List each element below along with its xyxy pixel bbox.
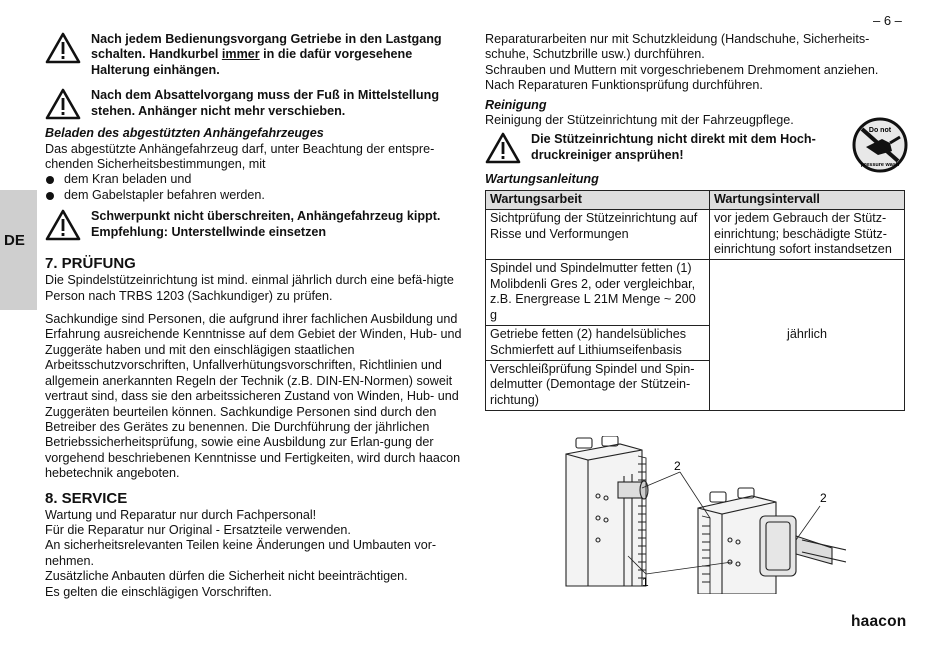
section-7-title: 7. PRÜFUNG xyxy=(45,255,136,273)
warning-center-of-gravity-text: Schwerpunkt nicht überschreiten, Anhängefahrzeug kippt. Empfehlung: Unterstellwinde einsetzen xyxy=(91,209,441,239)
table-cell-task: Getriebe fetten (2) handelsübliches Schmierfett auf Lithiumseifenbasis xyxy=(486,326,710,361)
maintenance-title: Wartungsanleitung xyxy=(485,172,599,187)
language-tab-label: DE xyxy=(4,232,25,249)
warning-uncoupling-text: Nach dem Absattelvorgang muss der Fuß in Mittelstellung stehen. Anhänger nicht mehr verschieben. xyxy=(91,88,440,118)
loading-title: Beladen des abgestützten Anhängefahrzeuges xyxy=(45,126,324,141)
cleaning-text: Reinigung der Stützeinrichtung mit der Fahrzeugpflege. xyxy=(485,113,794,128)
icon-text-bottom: pressure wash xyxy=(860,162,900,168)
service-line: Es gelten die einschlägigen Vorschriften. xyxy=(45,584,272,599)
table-cell-interval: jährlich xyxy=(710,260,905,411)
warning-triangle-icon xyxy=(45,209,81,241)
table-cell-task: Sichtprüfung der Stützeinrichtung auf Risse und Verformungen xyxy=(486,210,710,260)
support-leg-drawing xyxy=(562,436,846,594)
warning-center-of-gravity xyxy=(45,209,465,243)
warning-gearbox xyxy=(45,32,465,78)
service-bolts: Schrauben und Muttern mit vorgeschriebenem Drehmoment anziehen. xyxy=(485,62,879,77)
service-continued: Reparaturarbeiten nur mit Schutzkleidung (Handschuhe, Sicherheits-schuhe, Schutzbrille usw.) durchführen. xyxy=(485,32,870,62)
icon-text-top: Do not xyxy=(868,127,892,134)
warning-gearbox-text: Nach jedem Bedienungsvorgang Getriebe in den Lastgang schalten. Handkurbel immer in die dafür vorgesehene Halterung einhängen. xyxy=(91,32,442,77)
right-column xyxy=(485,32,907,411)
table-header-row xyxy=(486,190,905,209)
table-cell-task: Verschleißprüfung Spindel und Spin-delmutter (Demontage der Stützein-richtung) xyxy=(486,360,710,410)
figure-label-gearbox-right: 2 xyxy=(820,491,827,505)
left-column xyxy=(45,32,465,600)
warning-triangle-icon xyxy=(45,88,81,120)
warning-triangle-icon xyxy=(45,32,81,64)
no-pressure-washer-icon xyxy=(852,117,908,173)
service-line: An sicherheitsrelevanten Teilen keine Änderungen und Umbauten vor-nehmen. xyxy=(45,538,437,568)
service-line: Wartung und Reparatur nur durch Fachpersonal! xyxy=(45,507,317,522)
table-row xyxy=(486,260,905,326)
warning-pressure-washer-text: Die Stützeinrichtung nicht direkt mit dem Hoch-druckreiniger ansprühen! xyxy=(531,132,816,162)
section-7-paragraph-2: Sachkundige sind Personen, die aufgrund ihrer fachlichen Ausbildung und Erfahrung ausreichende Kenntnisse auf dem Gebiet der Winden, Hub- und Zuggeräte haben und mit den einschlägigen staatlichen Arbeitsschutzvorschriften, Unfallverhütungsvorschriften, Richtlinien und allgemein anerkannten Regeln der Technik (z.B. DIN-EN-Normen) soweit vertraut sind, dass sie den arbeitssicheren Zustand von Winden, Hub- und Zuggeräten beurteilen können. Sachkundige Personen sind durch den Betreiber des Gerätes zu benennen. Die Durchführung der jährlichen Betriebssicherheitsprüfung, sowie eine Ausbildung zur Erlan-gung der vorgehend beschriebenen Kenntnisse und Fertigkeiten, wird durch haacon hebetechnik angeboten. xyxy=(45,312,462,481)
service-line: Für die Reparatur nur Original - Ersatzteile verwenden. xyxy=(45,522,351,537)
brand-logo: haacon xyxy=(851,613,907,630)
loading-intro: Das abgestützte Anhängefahrzeug darf, unter Beachtung der entspre-chenden Sicherheitsbestimmungen, mit xyxy=(45,141,435,172)
table-row xyxy=(486,210,905,260)
section-8-title: 8. SERVICE xyxy=(45,489,128,507)
table-header: Wartungsintervall xyxy=(710,190,905,209)
figure-label-spindle: 1 xyxy=(642,575,649,589)
table-cell-interval: vor jedem Gebrauch der Stütz-einrichtung; beschädigte Stütz-einrichtung sofort instandsetzen xyxy=(710,210,905,260)
service-line: Zusätzliche Anbauten dürfen die Sicherheit nicht beeinträchtigen. xyxy=(45,569,408,584)
table-header: Wartungsarbeit xyxy=(486,190,710,209)
warning-pressure-washer xyxy=(485,132,845,166)
warning-uncoupling xyxy=(45,88,465,122)
cleaning-title: Reinigung xyxy=(485,97,547,112)
section-7-paragraph-1: Die Spindelstützeinrichtung ist mind. einmal jährlich durch eine befä-higte Person nach TRBS 1203 (Sachkundiger) zu prüfen. xyxy=(45,273,454,303)
figure-label-gearbox-left: 2 xyxy=(674,459,681,473)
list-item: dem Gabelstapler befahren werden. xyxy=(45,188,465,203)
service-after-repair: Nach Reparaturen Funktionsprüfung durchführen. xyxy=(485,78,763,93)
table-cell-task: Spindel und Spindelmutter fetten (1) Molibdenli Gres 2, oder vergleichbar, z.B. Energrease L 21M Menge ~ 200 g xyxy=(486,260,710,326)
warning-triangle-icon xyxy=(485,132,521,164)
maintenance-table xyxy=(485,190,905,411)
language-tab xyxy=(0,190,37,310)
list-item: dem Kran beladen und xyxy=(45,172,465,187)
page-number: – 6 – xyxy=(873,13,902,28)
